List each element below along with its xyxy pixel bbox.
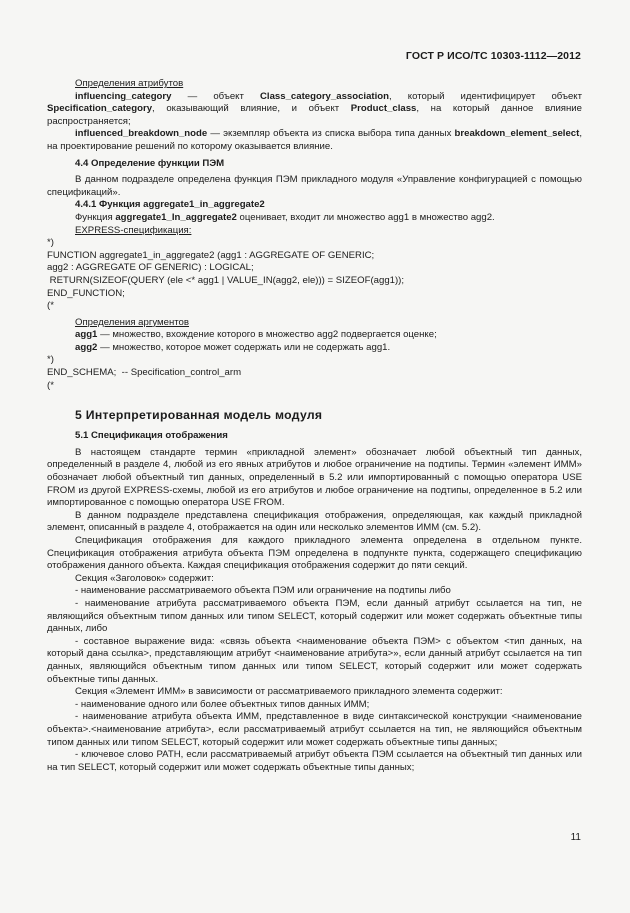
code-line: agg2 : AGGREGATE OF GENERIC) : LOGICAL; (47, 262, 254, 274)
attribute-definitions-heading: Определения атрибутов (75, 78, 184, 89)
body-paragraph: Спецификация отображения для каждого прикладного элемента определена в отдельном пункте. Спецификация отображения атрибута объекта ПЭМ определена в подпункте пункта, содержащего спецификацию отображения данного объекта. Каждая спецификация отображения содержит до пяти секций. (47, 535, 582, 572)
list-item: - наименование рассматриваемого объекта ПЭМ или ограничение на подтипы либо (75, 585, 451, 597)
section-5-heading: 5 Интерпретированная модель модуля (75, 408, 323, 423)
code-line: *) (47, 354, 54, 366)
code-line: FUNCTION aggregate1_in_aggregate2 (agg1 : AGGREGATE OF GENERIC; (47, 249, 375, 261)
code-line: END_FUNCTION; (47, 287, 125, 299)
section-4-4-heading: 4.4 Определение функции ПЭМ (75, 157, 225, 169)
code-line: *) (47, 237, 54, 249)
section-4-4-paragraph: В данном подразделе определена функция ПЭМ прикладного модуля «Управление конфигурацией с помощью спецификаций». (47, 174, 582, 198)
code-line: END_SCHEMA; -- Specification_control_arm (47, 367, 242, 379)
function-description: Функция aggregate1_In_aggregate2 оценивает, входит ли множество agg1 в множество agg2. (75, 211, 495, 223)
body-paragraph: В данном подразделе представлена спецификация отображения, определяющая, как каждый прикладной элемент, описанный в разделе 4, отображается на один или несколько элементов ИММ (см. 5.2). (47, 509, 582, 534)
schema-end-code-block (47, 354, 582, 392)
code-line: (* (47, 379, 54, 391)
list-item: - наименование атрибута объекта ИММ, представленное в виде синтаксической конструкции <наименование объекта>.<наименование атрибута>, если рассматриваемый атрибут ссылается на тип, не являющийся объектным типом данных или типом SELECT, который содержит или может содержать объектные типы данных; (47, 711, 582, 748)
body-paragraph: В настоящем стандарте термин «прикладной элемент» обозначает любой объектный тип данных, определенный в разделе 4, любой из его явных атрибутов и любое ограничение на подтипы. Термин «элемент ИММ» обозначает любой объектный тип данных, определенный в 5.2 или импортированный с помощью оператора USE FROM из другой EXPRESS-схемы, любой из его атрибутов и любое ограничение на подтипы, определенное в 5.2 или импортированное с помощью оператора USE FROM. (47, 446, 582, 509)
page-header: ГОСТ Р ИСО/ТС 10303-1112—2012 (405, 50, 581, 62)
list-item: - ключевое слово PATH, если рассматриваемый атрибут объекта ПЭМ ссылается на объектный тип данных или на тип SELECT, который содержит или может содержать объектные типы данных; (47, 749, 582, 773)
section-5-1-heading: 5.1 Спецификация отображения (75, 430, 228, 442)
express-spec-label: EXPRESS-спецификация: (75, 224, 192, 236)
page-number: 11 (570, 832, 581, 843)
argument-definition-agg2: agg2 — множество, которое может содержать или не содержать agg1. (75, 341, 391, 353)
page-content (47, 78, 582, 774)
express-code-block (47, 237, 582, 313)
attribute-definition-influenced-breakdown-node: influenced_breakdown_node — экземпляр объекта из списка выбора типа данных breakdown_element_select, на проектирование решений по которому оказывается влияние. (47, 128, 582, 152)
code-line: RETURN(SIZEOF(QUERY (ele <* agg1 | VALUE_IN(agg2, ele))) = SIZEOF(agg1)); (47, 274, 405, 286)
argument-definition-agg1: agg1 — множество, вхождение которого в множество agg2 подвергается оценке; (75, 329, 437, 341)
list-item: - наименование атрибута рассматриваемого объекта ПЭМ, если данный атрибут ссылается на тип, не являющийся объектным типом данных или типом SELECT, который содержит или может содержать объектные типы данных, либо (47, 597, 582, 635)
list-item: - составное выражение вида: «связь объекта <наименование объекта ПЭМ> с объектом <тип данных, на который дана ссылка>, представляющим атрибут <наименование атрибута>», если данный атрибут ссылается на тип данных, являющийся объектным типом данных или типом SELECT, который содержит или может содержать объектные типы данных. (47, 635, 582, 685)
argument-definitions-heading: Определения аргументов (75, 316, 189, 328)
section-4-4-1-heading: 4.4.1 Функция aggregate1_in_aggregate2 (75, 199, 265, 211)
attribute-definition-influencing-category: influencing_category — объект Class_category_association, который идентифицирует объект Specification_category, оказывающий влияние, и объект Product_class, на который данное влияние распространяется; (47, 90, 582, 127)
body-paragraph: Секция «Заголовок» содержит: (75, 572, 214, 584)
list-item: - наименование одного или более объектных типов данных ИММ; (75, 698, 370, 710)
body-paragraph: Секция «Элемент ИММ» в зависимости от рассматриваемого прикладного элемента содержит: (75, 686, 503, 698)
code-line: (* (47, 300, 54, 312)
